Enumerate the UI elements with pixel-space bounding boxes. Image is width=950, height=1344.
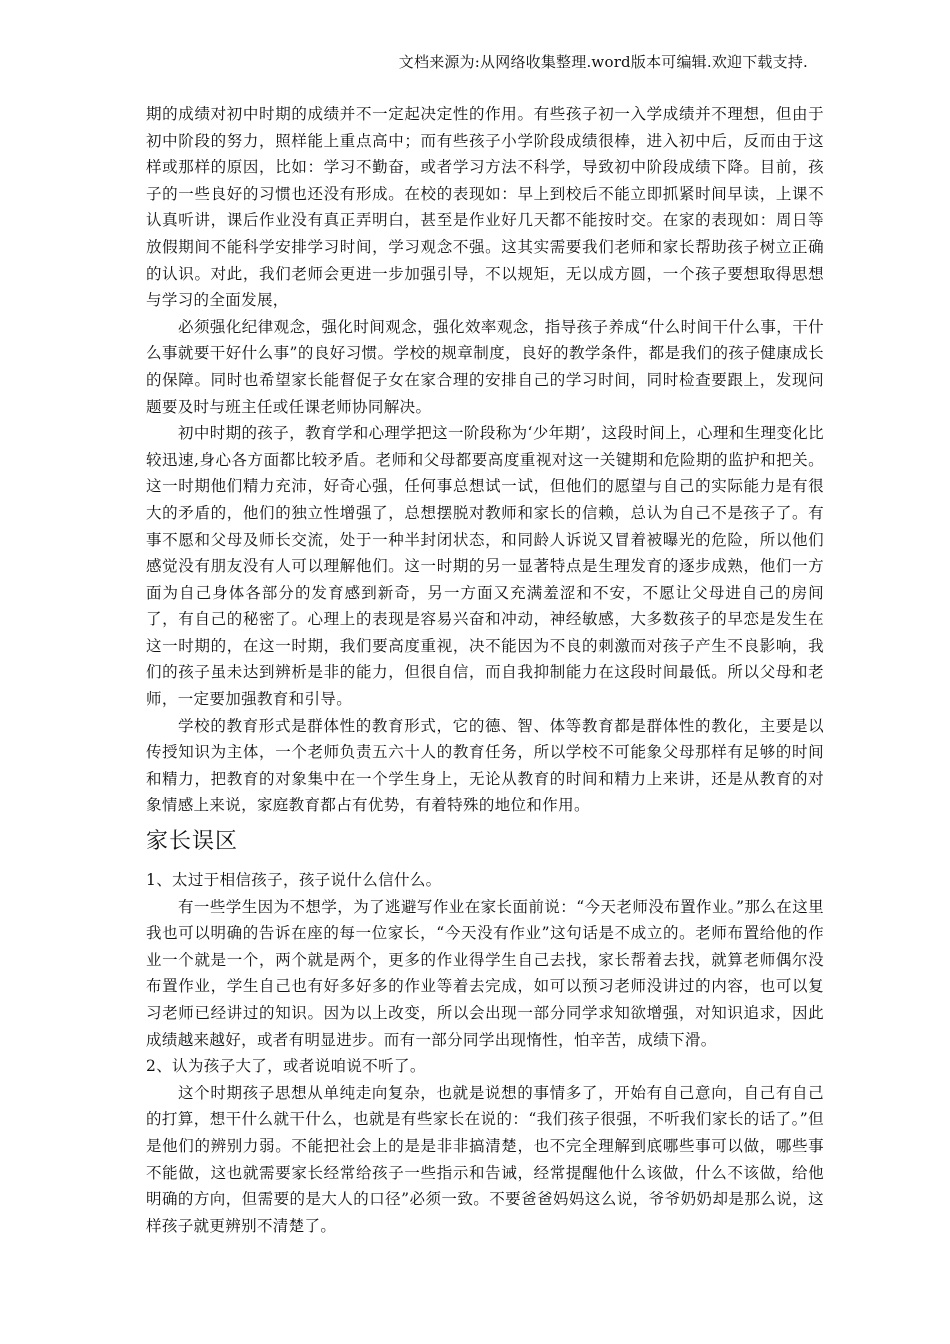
paragraph-3: 初中时期的孩子，教育学和心理学把这一阶段称为‘少年期’，这段时间上，心理和生理变化比较迅速,身心各方面都比较矛盾。老师和父母都要高度重视对这一关键期和危险期的监护和把关。这一时期他们精力充沛，好奇心强，任何事总想试一试，但他们的愿望与自己的实际能力是有很大的矛盾的，他们的独立性增强了，总想摆脱对教师和家长的信赖，总认为自己不是孩子了。有事不愿和父母及师长交流，处于一种半封闭状态，和同龄人诉说又冒着被曝光的危险，所以他们感觉没有朋友没有人可以理解他们。这一时期的另一显著特点是生理发育的逐步成熟，他们一方面为自己身体各部分的发育感到新奇，另一方面又充满羞涩和不安，不愿让父母进自己的房间了，有自己的秘密了。心理上的表现是容易兴奋和冲动，神经敏感，大多数孩子的早恋是发生在这一时期的，在这一时期，我们要高度重视，决不能因为不良的刺激而对孩子产生不良影响，我们的孩子虽未达到辨析是非的能力，但很自信，而自我抑制能力在这段时间最低。所以父母和老师，一定要加强教育和引导。 [146, 424, 824, 709]
misconception-1-body: 有一些学生因为不想学，为了逃避写作业在家长面前说：“今天老师没布置作业。”那么在这里我也可以明确的告诉在座的每一位家长，“今天没有作业”这句话是不成立的。老师布置给他的作业一个就是一个，两个就是两个，更多的作业得学生自己去找，家长帮着去找，就算老师偶尔没布置作业，学生自己也有好多好多的作业等着去完成，如可以预习老师没讲过的内容，也可以复习老师已经讲过的知识。因为以上改变，所以会出现一部分同学求知欲增强，对知识追求，因此成绩越来越好，或者有明显进步。而有一部分同学出现惰性，怕辛苦，成绩下滑。 [146, 897, 824, 1049]
paragraph-2: 必须强化纪律观念，强化时间观念，强化效率观念，指导孩子养成“什么时间干什么事，干什么事就要干好什么事”的良好习惯。学校的规章制度，良好的教学条件，都是我们的孩子健康成长的保障。同时也希望家长能督促子女在家合理的安排自己的学习时间，同时检查要跟上，发现问题要及时与班主任或任课老师协同解决。 [146, 317, 824, 416]
document-body [146, 101, 824, 1239]
paragraph-4: 学校的教育形式是群体性的教育形式，它的德、智、体等教育都是群体性的教化，主要是以传授知识为主体，一个老师负责五六十人的教育任务，所以学校不可能象父母那样有足够的时间和精力，把教育的对象集中在一个学生身上，无论从教育的时间和精力上来讲，还是从教育的对象情感上来说，家庭教育都占有优势，有着特殊的地位和作用。 [146, 716, 824, 815]
misconception-2-body: 这个时期孩子思想从单纯走向复杂，也就是说想的事情多了，开始有自己意向，自己有自己的打算，想干什么就干什么，也就是有些家长在说的：“我们孩子很强，不听我们家长的话了。”但是他们的辨别力弱。不能把社会上的是是非非搞清楚，也不完全理解到底哪些事可以做，哪些事不能做，这也就需要家长经常给孩子一些指示和告诫，经常提醒他什么该做，什么不该做，给他明确的方向，但需要的是大人的口径”必须一致。不要爸爸妈妈这么说，爷爷奶奶却是那么说，这样孩子就更辨别不清楚了。 [146, 1083, 824, 1235]
header-source-note: 文档来源为:从网络收集整理.word版本可编辑.欢迎下载支持. [398, 53, 808, 71]
section-heading: 家长误区 [146, 829, 239, 855]
paragraph-1: 期的成绩对初中时期的成绩并不一定起决定性的作用。有些孩子初一入学成绩并不理想，但由于初中阶段的努力，照样能上重点高中；而有些孩子小学阶段成绩很棒，进入初中后，反而由于这样或那样的原因，比如：学习不勤奋，或者学习方法不科学，导致初中阶段成绩下降。目前，孩子的一些良好的习惯也还没有形成。在校的表现如：早上到校后不能立即抓紧时间早读，上课不认真听讲，课后作业没有真正弄明白，甚至是作业好几天都不能按时交。在家的表现如：周日等放假期间不能科学安排学习时间，学习观念不强。这其实需要我们老师和家长帮助孩子树立正确的认识。对此，我们老师会更进一步加强引导，不以规矩，无以成方圆，一个孩子要想取得思想与学习的全面发展， [146, 105, 824, 310]
misconception-1-title: 1、太过于相信孩子，孩子说什么信什么。 [146, 871, 442, 890]
misconception-2-title: 2、认为孩子大了，或者说咱说不听了。 [146, 1057, 426, 1076]
